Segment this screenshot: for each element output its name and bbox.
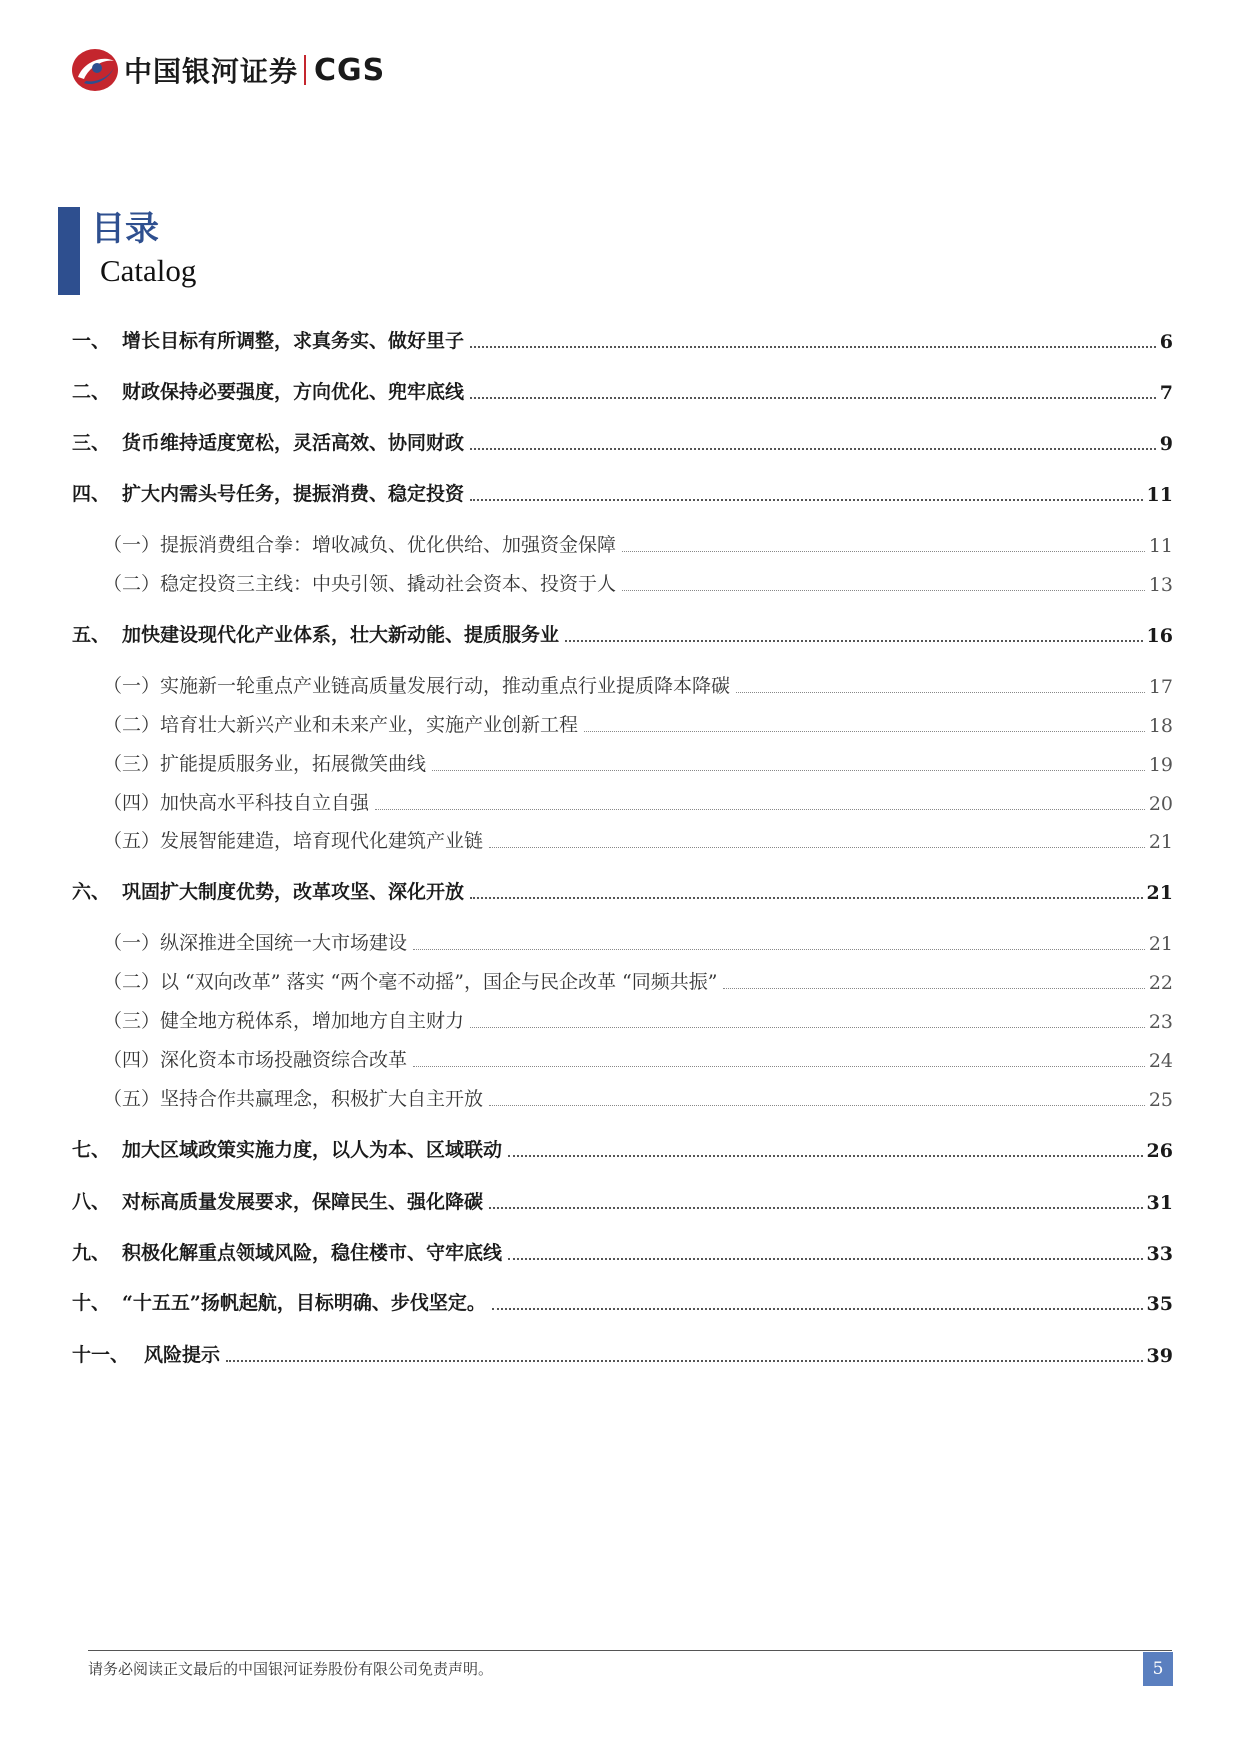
toc-entry-title: （二）培育壮大新兴产业和未来产业，实施产业创新工程 <box>103 714 579 736</box>
toc-subentry[interactable] <box>103 710 1173 737</box>
toc-entry-number: 七、 <box>72 1139 111 1161</box>
toc-entry-title: 积极化解重点领域风险，稳住楼市、守牢底线 <box>122 1242 503 1264</box>
toc-entry-title: 巩固扩大制度优势，改革攻坚、深化开放 <box>122 881 465 903</box>
toc-leader-dots <box>492 1307 1143 1310</box>
toc-leader-dots <box>470 896 1143 899</box>
toc-subentry[interactable] <box>103 928 1173 955</box>
brand-name-en: CGS <box>314 52 386 88</box>
toc-subentry[interactable] <box>103 569 1173 596</box>
toc-entry-title: 增长目标有所调整，求真务实、做好里子 <box>122 330 465 352</box>
brand-logo <box>70 46 385 94</box>
toc-leader-dots <box>470 1026 1145 1028</box>
toc-entry-number: 二、 <box>72 381 111 403</box>
toc-entry[interactable] <box>72 877 1173 904</box>
toc-entry[interactable] <box>72 377 1173 404</box>
toc-entry-page: 21 <box>1146 882 1173 904</box>
footer-disclaimer: 请务必阅读正文最后的中国银河证券股份有限公司免责声明。 <box>88 1660 494 1678</box>
toc-entry-page: 6 <box>1159 331 1173 353</box>
toc-leader-dots <box>489 846 1145 848</box>
toc-entry-number: 五、 <box>72 624 111 646</box>
toc-entry-page: 16 <box>1146 625 1173 647</box>
galaxy-logo-icon <box>70 47 120 93</box>
toc-entry-number: 三、 <box>72 432 111 454</box>
toc-leader-dots <box>470 498 1143 501</box>
toc-subentry[interactable] <box>103 1045 1173 1072</box>
toc-entry[interactable] <box>72 1135 1173 1162</box>
toc-subentry[interactable] <box>103 1084 1173 1111</box>
toc-entry[interactable] <box>72 428 1173 455</box>
toc-entry-title: 财政保持必要强度，方向优化、兜牢底线 <box>122 381 465 403</box>
toc-subentry[interactable] <box>103 749 1173 776</box>
catalog-accent-bar <box>58 207 80 295</box>
toc-entry-title: 货币维持适度宽松，灵活高效、协同财政 <box>122 432 465 454</box>
toc-entry-page: 19 <box>1148 754 1173 776</box>
toc-entry-title: 扩大内需头号任务，提振消费、稳定投资 <box>122 483 465 505</box>
toc-entry-page: 25 <box>1148 1089 1173 1111</box>
toc-entry-title: （一）纵深推进全国统一大市场建设 <box>103 932 408 954</box>
toc-entry-page: 26 <box>1146 1140 1173 1162</box>
page-number: 5 <box>1143 1652 1173 1686</box>
toc-entry-number: 九、 <box>72 1242 111 1264</box>
toc-leader-dots <box>470 396 1156 399</box>
catalog-title: 目录 <box>91 209 159 249</box>
toc-subentry[interactable] <box>103 530 1173 557</box>
toc-entry-title: （一）提振消费组合拳：增收减负、优化供给、加强资金保障 <box>103 534 617 556</box>
toc-entry-page: 22 <box>1148 972 1173 994</box>
toc-leader-dots <box>489 1206 1143 1209</box>
toc-entry-page: 17 <box>1148 676 1173 698</box>
toc-leader-dots <box>622 589 1145 591</box>
toc-entry[interactable] <box>72 479 1173 506</box>
toc-entry[interactable] <box>72 1288 1173 1315</box>
toc-leader-dots <box>432 769 1145 771</box>
toc-leader-dots <box>565 639 1143 642</box>
toc-entry-title: （一）实施新一轮重点产业链高质量发展行动，推动重点行业提质降本降碳 <box>103 675 731 697</box>
toc-leader-dots <box>584 730 1145 732</box>
footer-divider <box>88 1650 1172 1651</box>
toc-entry[interactable] <box>72 1238 1173 1265</box>
toc-entry-title: 加大区域政策实施力度，以人为本、区域联动 <box>122 1139 503 1161</box>
toc-leader-dots <box>413 948 1145 950</box>
toc-leader-dots <box>470 447 1156 450</box>
toc-entry-title: （二）稳定投资三主线：中央引领、撬动社会资本、投资于人 <box>103 573 617 595</box>
toc-leader-dots <box>508 1257 1143 1260</box>
toc-entry-page: 9 <box>1159 433 1173 455</box>
toc-leader-dots <box>723 987 1144 989</box>
toc-entry-title: （二）以 “双向改革” 落实 “两个毫不动摇”，国企与民企改革 “同频共振” <box>103 971 718 993</box>
toc-leader-dots <box>736 691 1145 693</box>
toc-entry-page: 11 <box>1148 535 1173 557</box>
toc-leader-dots <box>622 550 1145 552</box>
toc-entry-title: （五）发展智能建造，培育现代化建筑产业链 <box>103 830 484 852</box>
toc-leader-dots <box>508 1154 1143 1157</box>
toc-subentry[interactable] <box>103 826 1173 853</box>
toc-leader-dots <box>226 1359 1143 1362</box>
toc-entry-title: 对标高质量发展要求，保障民生、强化降碳 <box>122 1191 484 1213</box>
toc-entry-title: 加快建设现代化产业体系，壮大新动能、提质服务业 <box>122 624 560 646</box>
toc-entry-page: 21 <box>1148 933 1173 955</box>
toc-entry-title: （五）坚持合作共赢理念，积极扩大自主开放 <box>103 1088 484 1110</box>
toc-entry-title: “十五五”扬帆起航，目标明确、步伐坚定。 <box>122 1292 486 1314</box>
toc-entry-number: 十一、 <box>72 1344 130 1366</box>
toc-entry-page: 13 <box>1148 574 1173 596</box>
toc-entry-page: 33 <box>1146 1243 1173 1265</box>
toc-leader-dots <box>489 1104 1145 1106</box>
toc-subentry[interactable] <box>103 1006 1173 1033</box>
toc-leader-dots <box>413 1065 1145 1067</box>
toc-entry-title: （四）加快高水平科技自立自强 <box>103 792 370 814</box>
toc-entry-page: 21 <box>1148 831 1173 853</box>
toc-entry[interactable] <box>72 326 1173 353</box>
brand-separator <box>304 55 306 85</box>
toc-entry-number: 一、 <box>72 330 111 352</box>
toc-entry-number: 十、 <box>72 1292 111 1314</box>
toc-subentry[interactable] <box>103 671 1173 698</box>
brand-name-cn: 中国银河证券 <box>124 55 299 88</box>
toc-entry-page: 39 <box>1146 1345 1173 1367</box>
toc-entry-page: 23 <box>1148 1011 1173 1033</box>
toc-entry-page: 18 <box>1148 715 1173 737</box>
catalog-subtitle: Catalog <box>100 253 197 288</box>
toc-entry-title: （三）扩能提质服务业，拓展微笑曲线 <box>103 753 427 775</box>
toc-entry-number: 八、 <box>72 1191 111 1213</box>
toc-entry[interactable] <box>72 620 1173 647</box>
toc-entry[interactable] <box>72 1187 1173 1214</box>
toc-entry-number: 六、 <box>72 881 111 903</box>
toc-entry[interactable] <box>72 1340 1173 1367</box>
toc-subentry[interactable] <box>103 967 1173 994</box>
toc-entry-page: 7 <box>1159 382 1173 404</box>
toc-entry-page: 20 <box>1148 793 1173 815</box>
toc-entry-title: 风险提示 <box>144 1344 221 1366</box>
toc-entry-page: 31 <box>1146 1192 1173 1214</box>
toc-entry-page: 11 <box>1146 484 1173 506</box>
toc-entry-page: 35 <box>1146 1293 1173 1315</box>
toc-entry-title: （四）深化资本市场投融资综合改革 <box>103 1049 408 1071</box>
toc-entry-title: （三）健全地方税体系，增加地方自主财力 <box>103 1010 465 1032</box>
toc-entry-number: 四、 <box>72 483 111 505</box>
toc-leader-dots <box>375 808 1145 810</box>
toc-leader-dots <box>470 345 1156 348</box>
toc-entry-page: 24 <box>1148 1050 1173 1072</box>
toc-subentry[interactable] <box>103 788 1173 815</box>
